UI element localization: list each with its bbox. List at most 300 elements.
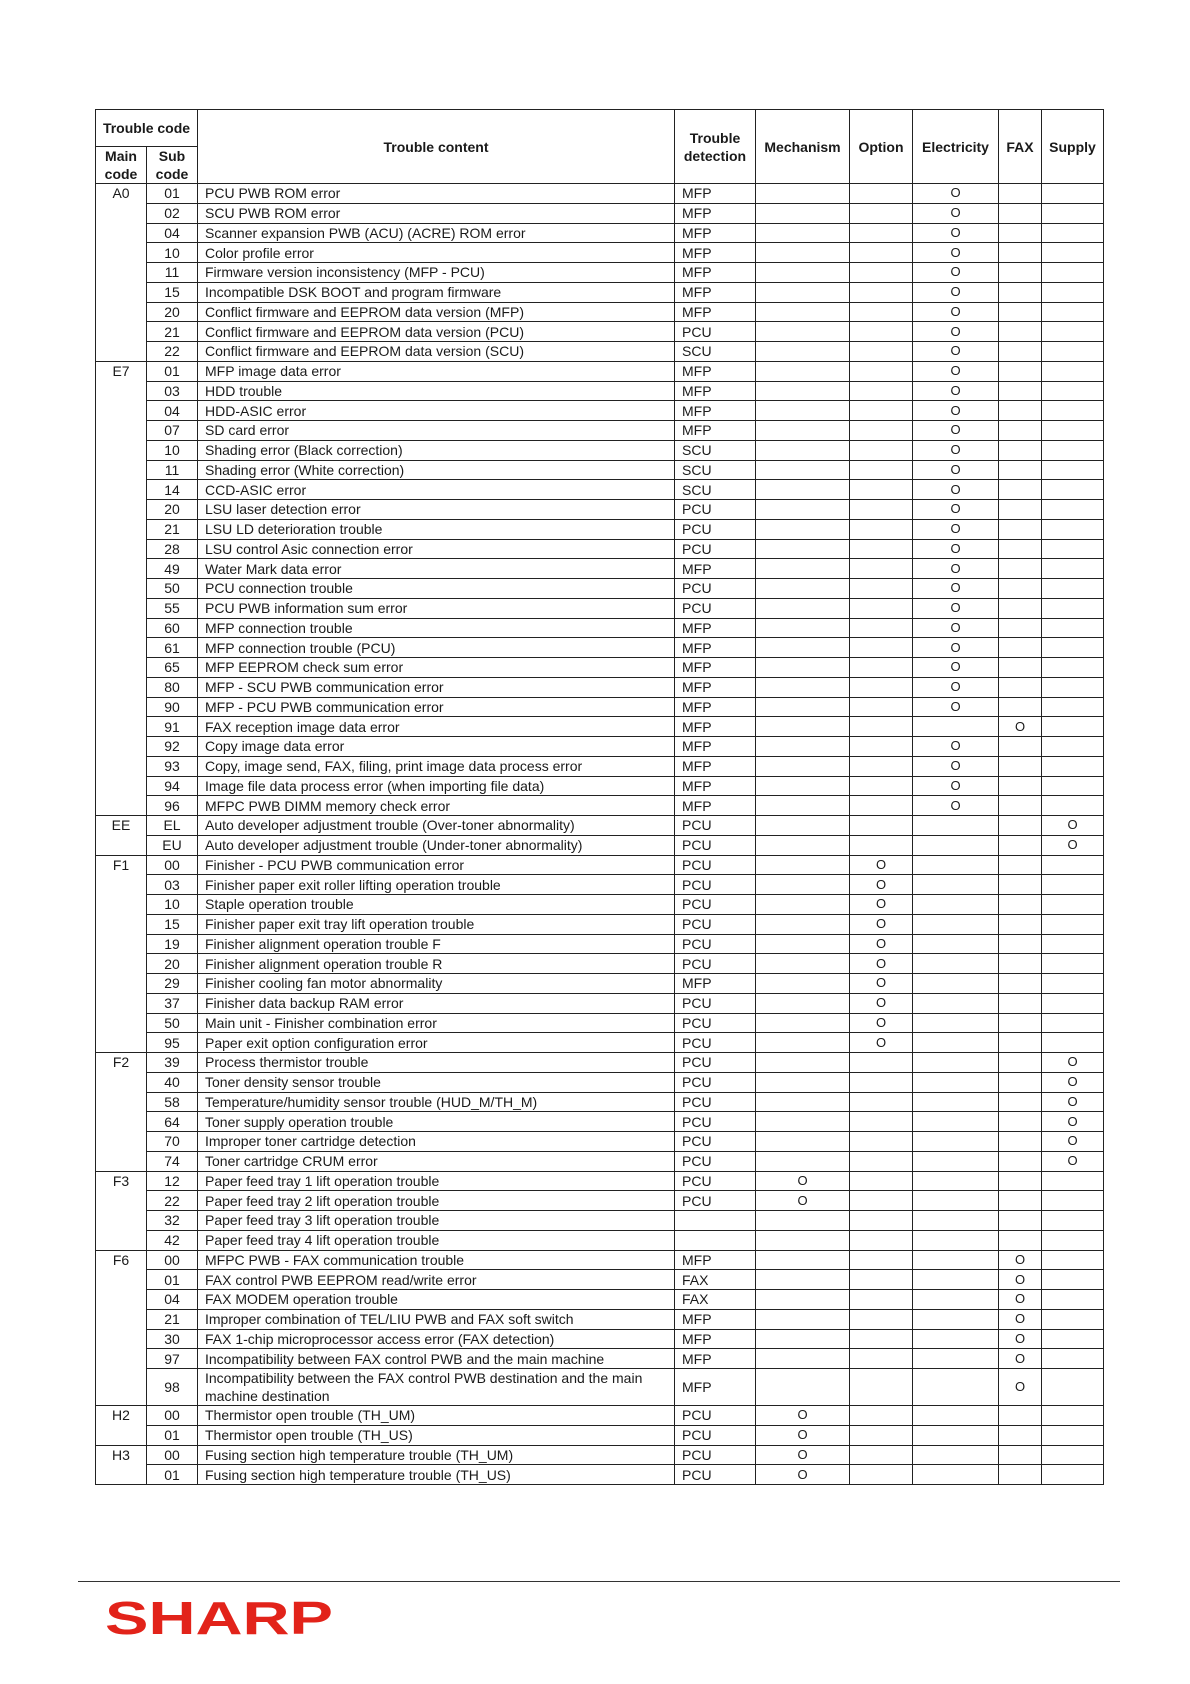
category-mark-cell [1042,361,1104,381]
detection-cell: FAX [675,1270,756,1290]
trouble-content-cell: FAX control PWB EEPROM read/write error [198,1270,675,1290]
category-mark-cell [850,342,913,362]
trouble-content-cell: Temperature/humidity sensor trouble (HUD_M/TH_M) [198,1092,675,1112]
trouble-content-cell: Thermistor open trouble (TH_US) [198,1425,675,1445]
category-mark-cell [850,1349,913,1369]
category-mark-cell [850,934,913,954]
table-row [96,1033,1104,1053]
trouble-content-cell: Finisher data backup RAM error [198,993,675,1013]
detection-cell: PCU [675,1053,756,1073]
circle-mark-icon: O [1067,1074,1078,1090]
category-mark-cell [1042,993,1104,1013]
circle-mark-icon: O [950,343,961,359]
trouble-content-cell: Incompatible DSK BOOT and program firmware [198,282,675,302]
table-row [96,460,1104,480]
table-row [96,1151,1104,1171]
category-mark-cell [1042,1465,1104,1485]
category-mark-cell [1042,1092,1104,1112]
table-row [96,1445,1104,1465]
circle-mark-icon: O [875,1034,887,1050]
category-mark-cell [850,1151,913,1171]
category-mark-cell [850,480,913,500]
category-mark-cell [850,875,913,895]
category-mark-cell [756,914,850,934]
table-row [96,342,1104,362]
category-mark-cell [913,1465,999,1485]
detection-cell: MFP [675,1329,756,1349]
category-mark-cell [850,381,913,401]
detection-cell: MFP [675,1309,756,1329]
category-mark-cell [1042,1171,1104,1191]
category-mark-cell [1042,263,1104,283]
category-mark-cell [850,638,913,658]
category-mark-cell [850,1132,913,1152]
category-mark-cell [1042,559,1104,579]
category-mark-cell [999,1425,1042,1445]
trouble-content-cell: MFP - SCU PWB communication error [198,677,675,697]
category-mark-cell [999,559,1042,579]
circle-mark-icon: O [950,422,961,438]
category-mark-cell [850,421,913,441]
detection-cell: PCU [675,835,756,855]
trouble-content-cell: SCU PWB ROM error [198,203,675,223]
main-code-cell: A0 [96,184,147,362]
category-mark-cell [1042,855,1104,875]
category-mark-cell [1042,322,1104,342]
category-mark-cell [850,776,913,796]
category-mark-cell [1042,618,1104,638]
category-mark-cell [999,756,1042,776]
sub-code-cell: 60 [147,618,198,638]
category-mark-cell [756,776,850,796]
category-mark-cell [1042,1230,1104,1250]
category-mark-cell [913,1112,999,1132]
category-mark-cell [756,677,850,697]
table-row [96,1132,1104,1152]
category-mark-cell [913,302,999,322]
category-mark-cell [756,243,850,263]
trouble-content-cell: LSU laser detection error [198,500,675,520]
detection-cell: MFP [675,263,756,283]
trouble-content-cell: Copy image data error [198,737,675,757]
category-mark-cell [913,1349,999,1369]
sub-code-cell: 21 [147,322,198,342]
circle-mark-icon: O [1014,1311,1026,1327]
category-mark-cell [999,342,1042,362]
category-mark-cell [999,1250,1042,1270]
category-mark-cell [850,1250,913,1270]
trouble-content-cell: HDD trouble [198,381,675,401]
trouble-content-cell: Finisher paper exit roller lifting operation trouble [198,875,675,895]
category-mark-cell [1042,460,1104,480]
category-mark-cell [913,460,999,480]
main-code-cell: F6 [96,1250,147,1406]
main-code-cell: F2 [96,1053,147,1172]
detection-cell: MFP [675,184,756,204]
detection-cell: MFP [675,717,756,737]
table-body [96,184,1104,1485]
category-mark-cell [850,1072,913,1092]
category-mark-cell [756,954,850,974]
category-mark-cell [850,954,913,974]
category-mark-cell [1042,421,1104,441]
category-mark-cell [850,1112,913,1132]
category-mark-cell [913,539,999,559]
main-code-cell: EE [96,816,147,856]
category-mark-cell [913,737,999,757]
category-mark-cell [999,539,1042,559]
table-row [96,1072,1104,1092]
table-row [96,1425,1104,1445]
category-mark-cell [850,1329,913,1349]
category-mark-cell [756,1250,850,1270]
category-mark-cell [756,816,850,836]
category-mark-cell [999,361,1042,381]
category-mark-cell [756,1230,850,1250]
table-row [96,579,1104,599]
category-mark-cell [913,1033,999,1053]
fax-header: FAX [999,110,1042,184]
detection-cell: SCU [675,440,756,460]
table-row [96,974,1104,994]
table-row [96,539,1104,559]
sub-code-cell: 01 [147,184,198,204]
category-mark-cell [850,361,913,381]
detection-cell: MFP [675,243,756,263]
table-row [96,1191,1104,1211]
category-mark-cell [913,1309,999,1329]
category-mark-cell [850,816,913,836]
category-mark-cell [1042,1349,1104,1369]
table-row [96,638,1104,658]
sub-code-cell: 29 [147,974,198,994]
trouble-content-cell: Shading error (Black correction) [198,440,675,460]
category-mark-cell [999,1092,1042,1112]
trouble-content-cell: FAX 1-chip microprocessor access error (FAX detection) [198,1329,675,1349]
category-mark-cell [999,1406,1042,1426]
category-mark-cell [913,816,999,836]
sub-code-cell: 19 [147,934,198,954]
category-mark-cell [756,835,850,855]
category-mark-cell [756,381,850,401]
category-mark-cell [850,1191,913,1211]
category-mark-cell [913,1290,999,1310]
category-mark-cell [999,440,1042,460]
category-mark-cell [1042,1445,1104,1465]
sub-code-cell: 39 [147,1053,198,1073]
category-mark-cell [913,1072,999,1092]
sub-code-cell: 90 [147,697,198,717]
circle-mark-icon: O [875,995,887,1011]
table-row [96,1171,1104,1191]
sub-code-cell: 14 [147,480,198,500]
category-mark-cell [999,1013,1042,1033]
detection-cell: MFP [675,381,756,401]
category-mark-cell [1042,519,1104,539]
category-mark-cell [913,223,999,243]
category-mark-cell [913,322,999,342]
circle-mark-icon: O [797,1192,808,1208]
table-row [96,677,1104,697]
circle-mark-icon: O [950,323,961,339]
category-mark-cell [913,855,999,875]
category-mark-cell [1042,1250,1104,1270]
trouble-content-cell: MFP - PCU PWB communication error [198,697,675,717]
table-row [96,282,1104,302]
category-mark-cell [756,1191,850,1211]
circle-mark-icon: O [875,935,887,951]
trouble-content-cell: Shading error (White correction) [198,460,675,480]
detection-cell: MFP [675,421,756,441]
table-row [96,263,1104,283]
category-mark-cell [999,638,1042,658]
circle-mark-icon: O [1014,718,1026,734]
category-mark-cell [850,895,913,915]
sub-code-cell: EU [147,835,198,855]
detection-cell: PCU [675,895,756,915]
category-mark-cell [756,579,850,599]
category-mark-cell [756,717,850,737]
category-mark-cell [1042,677,1104,697]
table-row [96,618,1104,638]
category-mark-cell [850,1406,913,1426]
main-code-cell: F1 [96,855,147,1053]
sub-code-cell: 00 [147,855,198,875]
category-mark-cell [999,796,1042,816]
sub-code-cell: 04 [147,1290,198,1310]
category-mark-cell [1042,934,1104,954]
circle-mark-icon: O [1014,1379,1026,1394]
footer-divider [78,1581,1120,1582]
trouble-content-cell: Paper feed tray 2 lift operation trouble [198,1191,675,1211]
category-mark-cell [756,539,850,559]
sub-code-cell: 91 [147,717,198,737]
trouble-content-cell: HDD-ASIC error [198,401,675,421]
trouble-content-cell: Finisher alignment operation trouble F [198,934,675,954]
detection-cell: PCU [675,1445,756,1465]
category-mark-cell [913,342,999,362]
category-mark-cell [756,282,850,302]
table-row [96,480,1104,500]
table-row [96,737,1104,757]
category-mark-cell [999,243,1042,263]
table-row [96,1406,1104,1426]
category-mark-cell [999,835,1042,855]
detection-cell: MFP [675,1369,756,1406]
category-mark-cell [999,1445,1042,1465]
category-mark-cell [1042,598,1104,618]
category-mark-cell [850,835,913,855]
detection-cell: PCU [675,1072,756,1092]
table-row [96,855,1104,875]
category-mark-cell [1042,776,1104,796]
table-row [96,1309,1104,1329]
table-row [96,559,1104,579]
category-mark-cell [850,855,913,875]
detection-cell: MFP [675,361,756,381]
category-mark-cell [756,934,850,954]
table-row [96,361,1104,381]
trouble-content-cell: LSU LD deterioration trouble [198,519,675,539]
category-mark-cell [756,1406,850,1426]
category-mark-cell [850,184,913,204]
sub-code-cell: 07 [147,421,198,441]
sub-code-cell: EL [147,816,198,836]
trouble-content-cell: Toner density sensor trouble [198,1072,675,1092]
category-mark-cell [913,835,999,855]
category-mark-cell [850,1465,913,1485]
circle-mark-icon: O [797,1446,808,1462]
detection-cell: SCU [675,342,756,362]
category-mark-cell [913,1013,999,1033]
category-mark-cell [999,1112,1042,1132]
category-mark-cell [913,381,999,401]
category-mark-cell [756,895,850,915]
sub-code-cell: 00 [147,1445,198,1465]
detection-cell: PCU [675,1406,756,1426]
sub-code-cell: 50 [147,579,198,599]
trouble-content-cell: Copy, image send, FAX, filing, print image data process error [198,756,675,776]
detection-cell: MFP [675,559,756,579]
category-mark-cell [850,1425,913,1445]
detection-cell: PCU [675,322,756,342]
category-mark-cell [999,401,1042,421]
detection-cell [675,1211,756,1231]
category-mark-cell [999,954,1042,974]
category-mark-cell [850,1290,913,1310]
category-mark-cell [999,1191,1042,1211]
sub-code-cell: 20 [147,302,198,322]
category-mark-cell [999,480,1042,500]
category-mark-cell [999,579,1042,599]
circle-mark-icon: O [950,363,961,379]
category-mark-cell [1042,579,1104,599]
category-mark-cell [1042,381,1104,401]
category-mark-cell [756,322,850,342]
detection-cell: MFP [675,282,756,302]
sub-code-cell: 65 [147,658,198,678]
detection-cell: MFP [675,638,756,658]
sub-code-cell: 10 [147,440,198,460]
table-row [96,993,1104,1013]
sub-code-cell: 01 [147,1425,198,1445]
sub-code-cell: 03 [147,875,198,895]
circle-mark-icon: O [797,1407,808,1423]
category-mark-cell [913,243,999,263]
detection-cell: MFP [675,1349,756,1369]
category-mark-cell [756,1053,850,1073]
table-row [96,1290,1104,1310]
category-mark-cell [850,598,913,618]
category-mark-cell [850,440,913,460]
category-mark-cell [850,1013,913,1033]
category-mark-cell [1042,282,1104,302]
detection-cell: PCU [675,875,756,895]
category-mark-cell [1042,1290,1104,1310]
trouble-content-cell: Toner supply operation trouble [198,1112,675,1132]
table-row [96,697,1104,717]
category-mark-cell [1042,1211,1104,1231]
table-row [96,1369,1104,1406]
circle-mark-icon: O [875,916,887,932]
sub-code-cell: 55 [147,598,198,618]
sub-code-cell: 15 [147,282,198,302]
category-mark-cell [1042,638,1104,658]
category-mark-cell [913,1211,999,1231]
detection-cell: MFP [675,302,756,322]
category-mark-cell [756,737,850,757]
electricity-header: Electricity [913,110,999,184]
circle-mark-icon: O [950,185,961,201]
category-mark-cell [1042,401,1104,421]
trouble-content-cell: MFPC PWB DIMM memory check error [198,796,675,816]
trouble-content-cell: PCU connection trouble [198,579,675,599]
sub-code-cell: 93 [147,756,198,776]
category-mark-cell [756,203,850,223]
sub-code-header: Sub code [147,147,198,184]
sub-code-cell: 21 [147,519,198,539]
main-code-cell: H2 [96,1406,147,1446]
category-mark-cell [999,658,1042,678]
circle-mark-icon: O [1014,1330,1026,1346]
sub-code-cell: 42 [147,1230,198,1250]
trouble-content-cell: CCD-ASIC error [198,480,675,500]
sub-code-cell: 74 [147,1151,198,1171]
category-mark-cell [913,361,999,381]
sub-code-cell: 28 [147,539,198,559]
detection-cell [675,1230,756,1250]
detection-cell: MFP [675,223,756,243]
category-mark-cell [913,1425,999,1445]
category-mark-cell [756,1171,850,1191]
supply-header: Supply [1042,110,1104,184]
category-mark-cell [913,677,999,697]
category-mark-cell [913,697,999,717]
category-mark-cell [999,1290,1042,1310]
category-mark-cell [1042,203,1104,223]
sub-code-cell: 95 [147,1033,198,1053]
category-mark-cell [1042,1112,1104,1132]
circle-mark-icon: O [950,560,961,576]
category-mark-cell [999,1230,1042,1250]
circle-mark-icon: O [950,580,961,596]
category-mark-cell [913,184,999,204]
category-mark-cell [756,519,850,539]
table-row [96,934,1104,954]
sub-code-cell: 00 [147,1250,198,1270]
main-code-header: Main code [96,147,147,184]
category-mark-cell [999,381,1042,401]
category-mark-cell [999,697,1042,717]
main-code-cell: H3 [96,1445,147,1485]
category-mark-cell [850,914,913,934]
circle-mark-icon: O [950,442,961,458]
circle-mark-icon: O [1014,1350,1026,1366]
circle-mark-icon: O [875,896,887,912]
trouble-content-cell: Conflict firmware and EEPROM data version (SCU) [198,342,675,362]
table-row [96,954,1104,974]
category-mark-cell [999,1151,1042,1171]
category-mark-cell [999,895,1042,915]
detection-cell: PCU [675,1013,756,1033]
category-mark-cell [756,974,850,994]
category-mark-cell [999,1072,1042,1092]
category-mark-cell [850,322,913,342]
table-row [96,875,1104,895]
trouble-content-cell: LSU control Asic connection error [198,539,675,559]
category-mark-cell [913,263,999,283]
category-mark-cell [913,440,999,460]
